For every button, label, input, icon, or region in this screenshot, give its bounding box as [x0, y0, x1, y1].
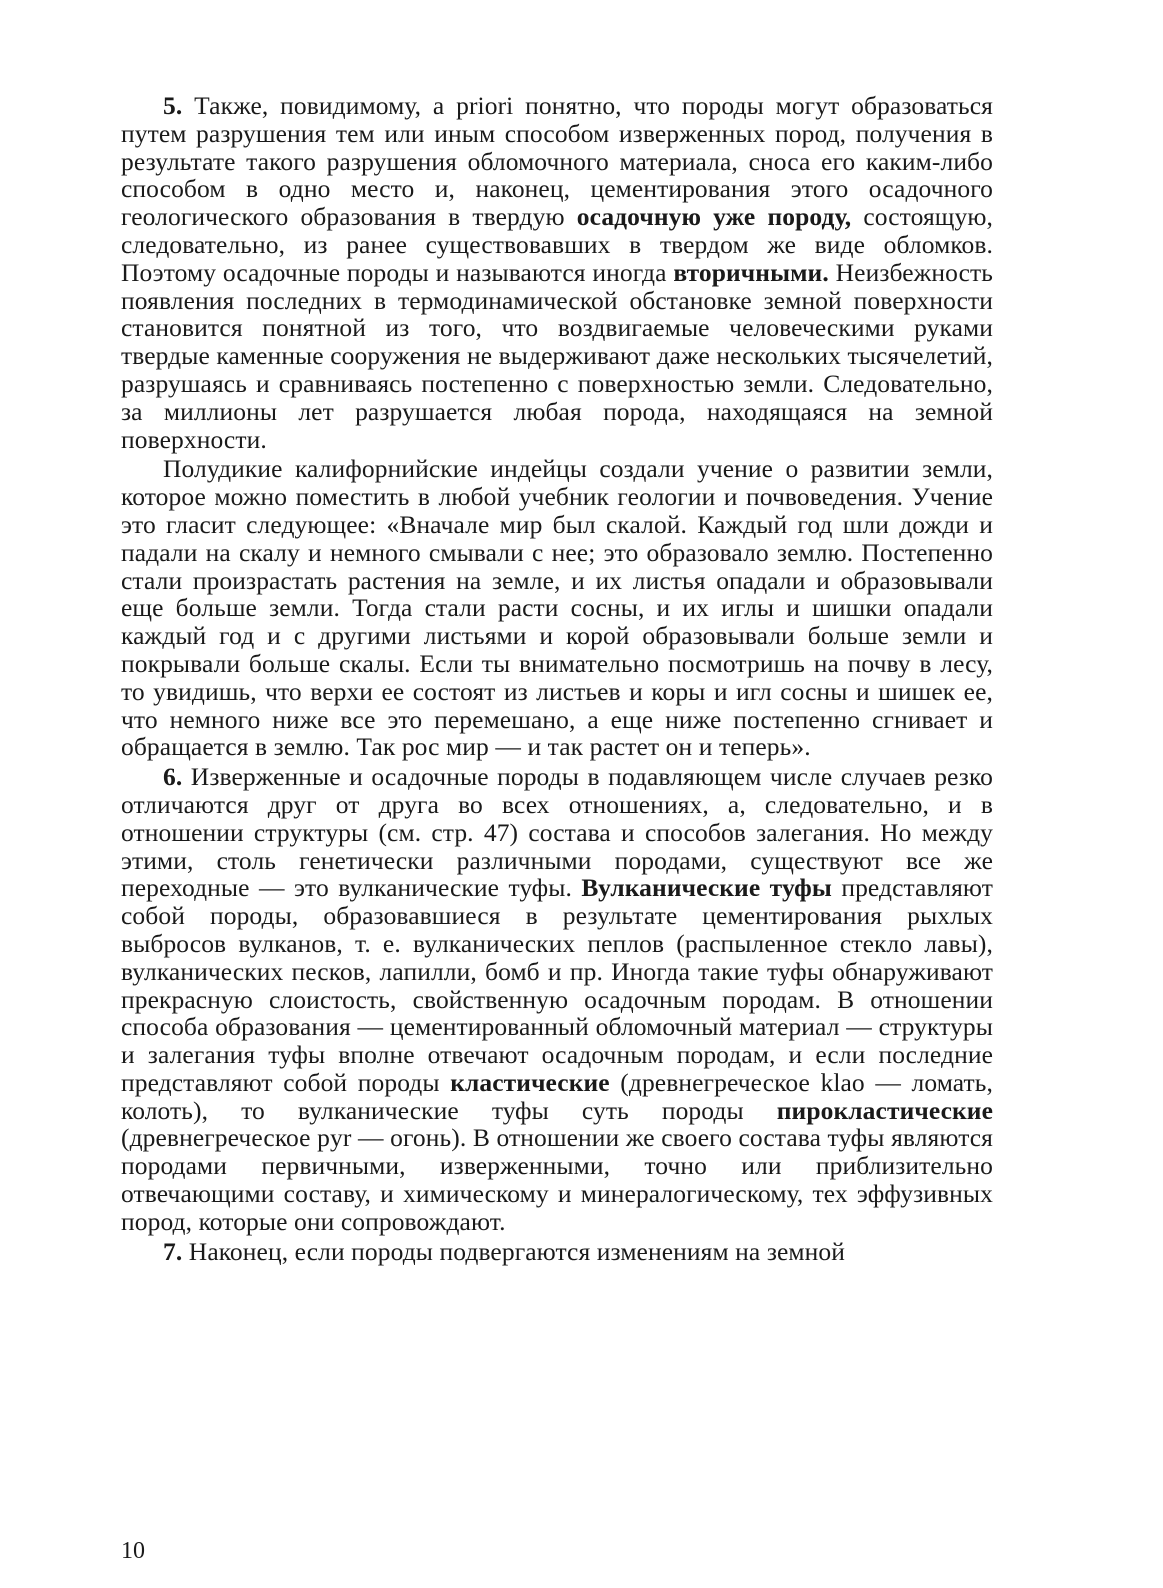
paragraph-text: Также, повидимому, a priori понятно, что породы могут образоваться путем разрушения тем или иным способом изверженных пород, получения в результате такого разрушения обломочного материала, сноса его каким-либо способом в одно место и, наконец, цементирования этого осадочного геологического образования в твердую: [121, 91, 993, 232]
paragraph-text: состоящую, следовательно, из ранее существовавших в твердом же виде обломков. Поэтому осадочные породы и называются иногда: [121, 202, 993, 287]
bold-term: кластические: [450, 1067, 610, 1097]
paragraph-5: [121, 92, 993, 453]
paragraph-text: (древнегреческое klao — ломать, колоть), то вулканические туфы суть породы: [121, 1067, 993, 1125]
paragraph-text: Неизбежность появления последних в термодинамической обстановке земной поверхности становится понятной из того, что воздвигаемые человеческими руками твердые каменные сооружения не выдерживают даже нескольких тысячелетий, разрушаясь и сравниваясь постепенно с поверхностью земли. Следовательно, за миллионы лет разрушается любая порода, находящаяся на земной поверхности.: [121, 257, 994, 454]
paragraph-quote: Полудикие калифорнийские индейцы создали учение о развитии земли, которое можно поместить в любой учебник геологии и почвоведения. Учение это гласит следующее: «Вначале мир был скалой. Каждый год шли дожди и падали на скалу и немного смывали с нее; это образовало землю. Постепенно стали произрастать растения на земле, и их листья опадали и образовывали еще больше земли. Тогда стали расти сосны, и их иглы и шишки опадали каждый год и с другими листьями и корой образовывали больше земли и покрывали больше скалы. Если ты внимательно посмотришь на почву в лесу, то увидишь, что верхи ее состоят из листьев и коры и игл сосны и шишек ее, что немного ниже все это перемешано, а еще ниже постепенно сгнивает и обращается в землю. Так рос мир — и так растет он и теперь».: [121, 454, 993, 762]
bold-term: Вулканические туфы: [581, 873, 832, 903]
paragraph-number: 6.: [163, 762, 183, 792]
paragraph-text: Изверженные и осадочные породы в подавляющем числе случаев резко отличаются друг от друга во всех отношениях, а, следовательно, и в отношении структуры (см. стр. 47) состава и способов залегания. Но между этими, столь генетически различными породами, существуют все же переходные — это вулканические туфы.: [121, 762, 993, 903]
paragraph-number: 5.: [163, 91, 183, 120]
paragraph-6: [121, 763, 993, 1236]
bold-term: осадочную уже породу,: [576, 202, 852, 232]
paragraph-number: 7.: [163, 1236, 183, 1266]
paragraph-text: представляют собой породы, образовавшиеся в результате цементирования рыхлых выбросов вулканов, т. е. вулканических пеплов (распыленное стекло лавы), вулканических песков, лапилли, бомб и пр. Иногда такие туфы обнаруживают прекрасную слоистость, свойственную осадочным породам. В отношении способа образования — цементированный обломочный материал — структуры и залегания туфы вполне отвечают осадочным породам, и если последние представляют собой породы: [121, 873, 993, 1097]
paragraph-text: Наконец, если породы подвергаются изменениям на земной: [182, 1236, 845, 1266]
page-number: 10: [121, 1538, 145, 1564]
bold-term: пирокластические: [776, 1095, 993, 1125]
paragraph-text: (древнегреческое pyr — огонь). В отношении же своего состава туфы являются породами первичными, изверженными, точно или приблизительно отвечающими составу, и химическому и минералогическому, тех эффузивных пород, которые они сопровождают.: [121, 1123, 993, 1236]
paragraph-7: [121, 1238, 993, 1266]
bold-term: вторичными.: [673, 257, 829, 287]
page-body: [121, 92, 993, 1267]
